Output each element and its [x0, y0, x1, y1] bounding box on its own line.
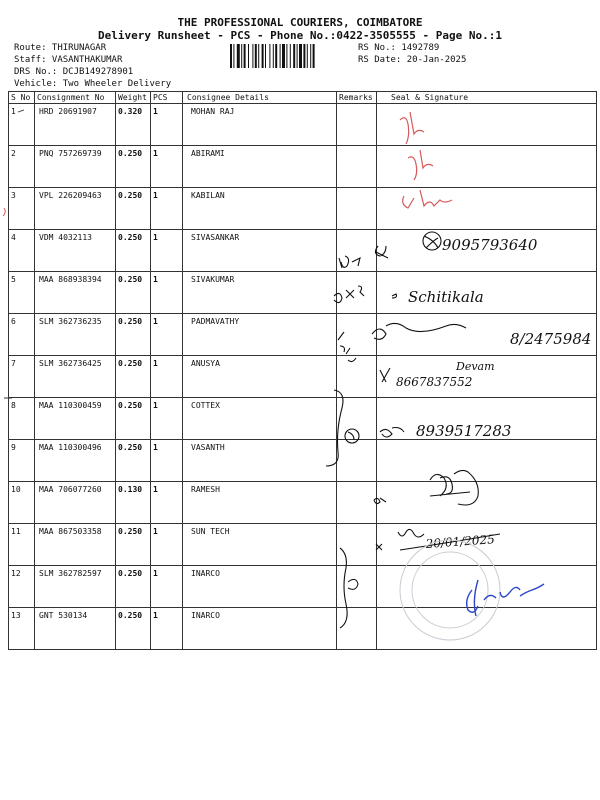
sno-cell: 4 — [9, 230, 35, 272]
consignment-number: MAA 110300459 — [35, 398, 116, 440]
remarks-cell — [337, 104, 377, 146]
signature-cell — [377, 314, 597, 356]
consignee-name: KABILAN — [183, 188, 337, 230]
col-consignment: Consignment No — [35, 92, 116, 104]
pcs-cell: 1 — [151, 188, 183, 230]
weight-cell: 0.250 — [116, 272, 151, 314]
pcs-cell: 1 — [151, 272, 183, 314]
signature-cell — [377, 146, 597, 188]
consignment-number: MAA 110300496 — [35, 440, 116, 482]
staff-label: Staff: VASANTHAKUMAR — [14, 55, 123, 65]
weight-cell: 0.250 — [116, 314, 151, 356]
weight-cell: 0.130 — [116, 482, 151, 524]
weight-cell: 0.250 — [116, 566, 151, 608]
col-sno: S No — [9, 92, 35, 104]
table-row — [9, 146, 597, 188]
weight-cell: 0.250 — [116, 398, 151, 440]
remarks-cell — [337, 566, 377, 608]
consignee-name: COTTEX — [183, 398, 337, 440]
consignee-name: SUN TECH — [183, 524, 337, 566]
consignment-number: HRD 20691907 — [35, 104, 116, 146]
sno-cell: 8 — [9, 398, 35, 440]
remarks-cell — [337, 440, 377, 482]
table-row — [9, 398, 597, 440]
remarks-cell — [337, 188, 377, 230]
remarks-cell — [337, 272, 377, 314]
table-row — [9, 524, 597, 566]
sno-cell: 2 — [9, 146, 35, 188]
signature-cell — [377, 188, 597, 230]
consignment-number: GNT 530134 — [35, 608, 116, 650]
table-row — [9, 482, 597, 524]
sno-cell: 13 — [9, 608, 35, 650]
signature-cell — [377, 398, 597, 440]
consignment-number: MAA 867503358 — [35, 524, 116, 566]
table-row — [9, 608, 597, 650]
pcs-cell: 1 — [151, 524, 183, 566]
pcs-cell: 1 — [151, 104, 183, 146]
consignee-name: VASANTH — [183, 440, 337, 482]
weight-cell: 0.320 — [116, 104, 151, 146]
remarks-cell — [337, 524, 377, 566]
remarks-cell — [337, 356, 377, 398]
signature-cell — [377, 608, 597, 650]
pcs-cell: 1 — [151, 482, 183, 524]
rs-date: RS Date: 20-Jan-2025 — [358, 55, 467, 65]
col-seal-signature: Seal & Signature — [377, 92, 597, 104]
weight-cell: 0.250 — [116, 524, 151, 566]
consignment-number: SLM 362736425 — [35, 356, 116, 398]
remarks-cell — [337, 146, 377, 188]
col-remarks: Remarks — [337, 92, 377, 104]
col-consignee: Consignee Details — [183, 92, 337, 104]
consignment-number: MAA 706077260 — [35, 482, 116, 524]
table-header-row — [9, 92, 597, 104]
consignee-name: INARCO — [183, 566, 337, 608]
table-row — [9, 230, 597, 272]
margin-mark-red — [3, 208, 5, 216]
vehicle-label: Vehicle: Two Wheeler Delivery — [14, 79, 172, 89]
company-title: THE PROFESSIONAL COURIERS, COIMBATORE — [177, 16, 423, 29]
remarks-cell — [337, 608, 377, 650]
table-row — [9, 314, 597, 356]
handwritten-phone-row-9: 8939517283 — [416, 422, 512, 440]
weight-cell: 0.250 — [116, 188, 151, 230]
consignment-number: PNQ 757269739 — [35, 146, 116, 188]
table-row — [9, 272, 597, 314]
handwritten-phone-row-6: 8/2475984 — [510, 330, 592, 348]
sno-cell: 3 — [9, 188, 35, 230]
signature-cell — [377, 440, 597, 482]
pcs-cell: 1 — [151, 566, 183, 608]
signature-cell — [377, 230, 597, 272]
pcs-cell: 1 — [151, 146, 183, 188]
table-row — [9, 440, 597, 482]
sno-cell: 11 — [9, 524, 35, 566]
sno-cell: 6 — [9, 314, 35, 356]
weight-cell: 0.250 — [116, 146, 151, 188]
handwritten-phone-row-4: 9095793640 — [442, 236, 538, 254]
consignee-name: ANUSYA — [183, 356, 337, 398]
signature-cell — [377, 104, 597, 146]
consignee-name: ABIRAMI — [183, 146, 337, 188]
sno-cell: 7 — [9, 356, 35, 398]
remarks-cell — [337, 398, 377, 440]
table-row — [9, 188, 597, 230]
remarks-cell — [337, 314, 377, 356]
signature-cell — [377, 272, 597, 314]
remarks-cell — [337, 230, 377, 272]
route-label: Route: THIRUNAGAR — [14, 43, 107, 53]
weight-cell: 0.250 — [116, 608, 151, 650]
pcs-cell: 1 — [151, 398, 183, 440]
handwritten-phone-row-7: 8667837552 — [396, 375, 473, 389]
table-row — [9, 104, 597, 146]
signature-cell — [377, 524, 597, 566]
consignee-name: SIVAKUMAR — [183, 272, 337, 314]
consignee-name: INARCO — [183, 608, 337, 650]
signature-cell — [377, 356, 597, 398]
col-pcs: PCS — [151, 92, 183, 104]
runsheet-table — [8, 91, 597, 650]
pcs-cell: 1 — [151, 314, 183, 356]
sno-cell: 1 — [9, 104, 35, 146]
drs-number: DRS No.: DCJB149278901 — [14, 67, 134, 77]
remarks-cell — [337, 482, 377, 524]
weight-cell: 0.250 — [116, 440, 151, 482]
sheet-title: Delivery Runsheet - PCS - Phone No.:0422-3505555 - Page No.:1 — [98, 29, 502, 42]
weight-cell: 0.250 — [116, 356, 151, 398]
pcs-cell: 1 — [151, 440, 183, 482]
sno-cell: 10 — [9, 482, 35, 524]
consignment-number: VDM 4032113 — [35, 230, 116, 272]
handwritten-name-row-5: Schitikala — [408, 288, 484, 306]
consignment-number: SLM 362782597 — [35, 566, 116, 608]
consignment-number: SLM 362736235 — [35, 314, 116, 356]
sno-cell: 5 — [9, 272, 35, 314]
pcs-cell: 1 — [151, 230, 183, 272]
table-row — [9, 356, 597, 398]
sno-cell: 9 — [9, 440, 35, 482]
consignee-name: PADMAVATHY — [183, 314, 337, 356]
consignee-name: SIVASANKAR — [183, 230, 337, 272]
pcs-cell: 1 — [151, 608, 183, 650]
col-weight: Weight — [116, 92, 151, 104]
consignee-name: MOHAN RAJ — [183, 104, 337, 146]
rs-number: RS No.: 1492789 — [358, 43, 440, 53]
pcs-cell: 1 — [151, 356, 183, 398]
consignment-number: MAA 868938394 — [35, 272, 116, 314]
weight-cell: 0.250 — [116, 230, 151, 272]
signature-cell — [377, 482, 597, 524]
handwritten-name-row-7: Devam — [456, 360, 495, 373]
table-row — [9, 566, 597, 608]
handwritten-date-row-11: 20/01/2025 — [425, 532, 496, 551]
consignee-name: RAMESH — [183, 482, 337, 524]
sno-cell: 12 — [9, 566, 35, 608]
signature-cell — [377, 566, 597, 608]
barcode-image — [230, 44, 352, 68]
consignment-number: VPL 226209463 — [35, 188, 116, 230]
